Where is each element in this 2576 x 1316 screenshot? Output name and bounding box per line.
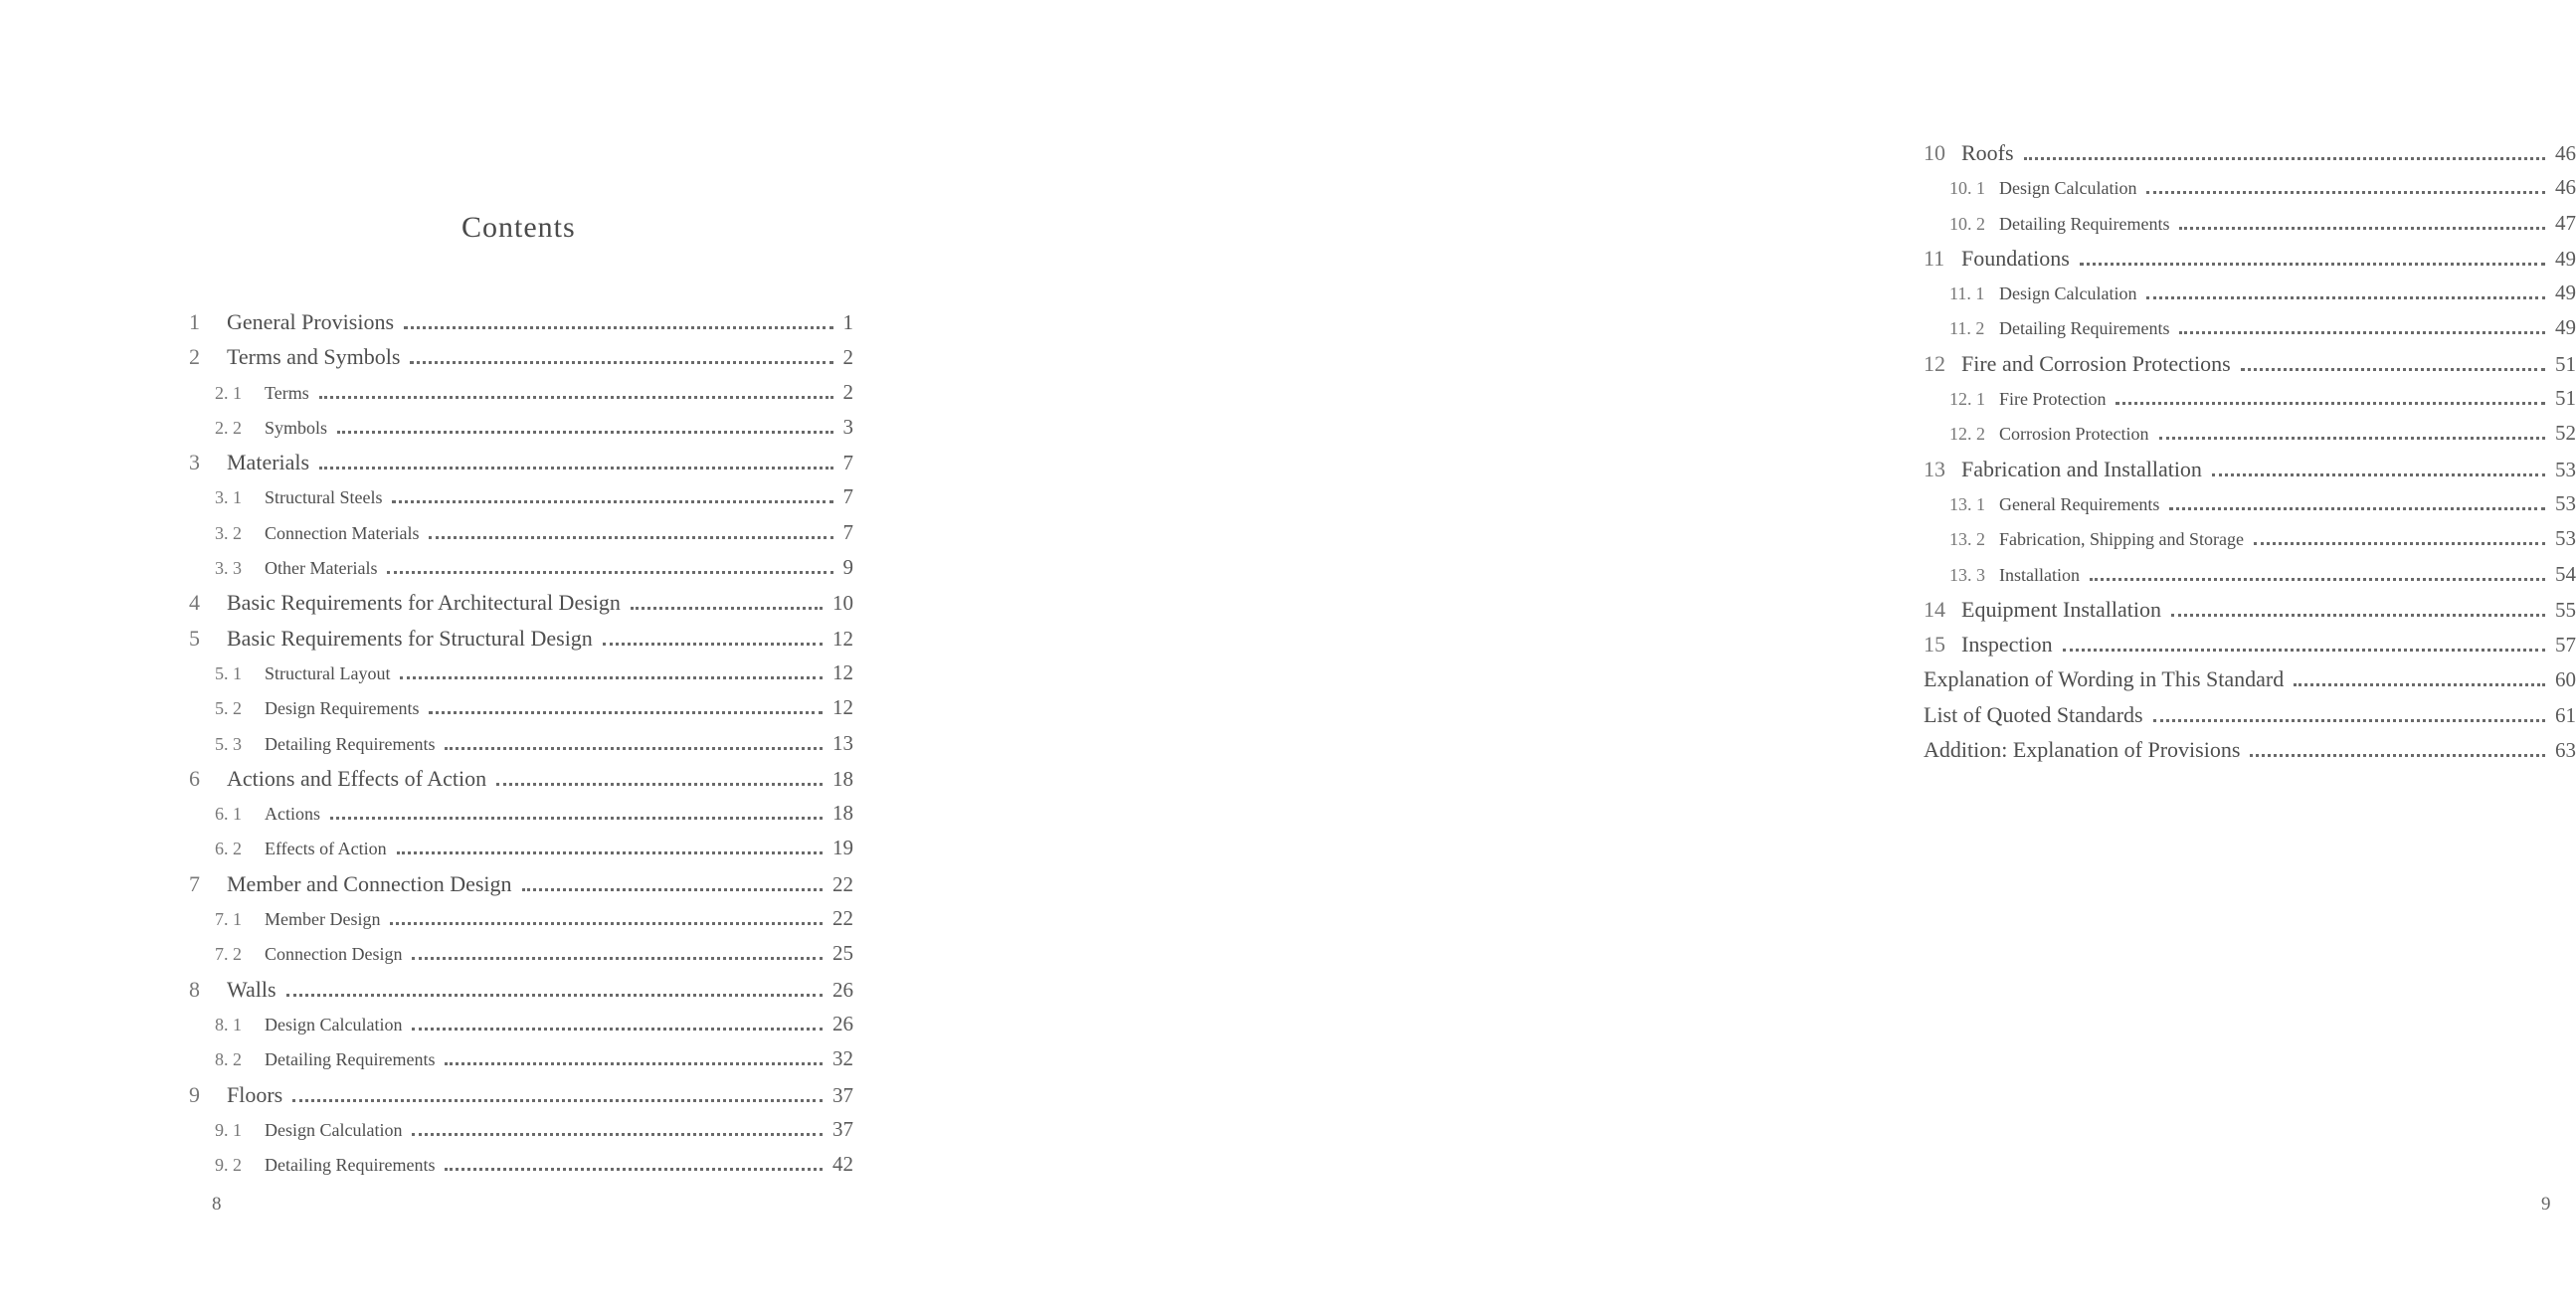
- toc-entry-chapter[interactable]: [1924, 241, 2576, 276]
- toc-entry-title: Basic Requirements for Structural Design: [227, 625, 593, 651]
- toc-entry-page: 57: [2555, 633, 2576, 658]
- toc-dot-leader: [392, 499, 832, 503]
- toc-entry-page: 42: [832, 1152, 853, 1177]
- toc-entry-section[interactable]: [189, 831, 853, 865]
- toc-entry-number: 11: [1924, 245, 1945, 271]
- toc-entry-plain[interactable]: [1924, 661, 2576, 696]
- toc-entry-page: 47: [2555, 210, 2576, 235]
- toc-entry-section[interactable]: [189, 515, 853, 550]
- toc-dot-leader: [445, 746, 823, 750]
- toc-entry-section[interactable]: [189, 690, 853, 725]
- toc-entry-number: 7. 1: [215, 909, 242, 930]
- toc-dot-leader: [2153, 718, 2545, 722]
- toc-dot-leader: [445, 1167, 823, 1171]
- toc-entry-title: Symbols: [265, 417, 328, 438]
- toc-entry-title: Equipment Installation: [1961, 596, 2162, 622]
- toc-entry-page: 55: [2555, 597, 2576, 622]
- left-page: [0, 0, 929, 1316]
- toc-entry-title: Basic Requirements for Architectural Design: [227, 590, 621, 616]
- toc-dot-leader: [2212, 472, 2545, 476]
- toc-entry-number: 8. 1: [215, 1014, 242, 1034]
- toc-dot-leader: [387, 570, 832, 574]
- toc-entry-page: 46: [2555, 175, 2576, 200]
- toc-entry-chapter[interactable]: [189, 445, 853, 479]
- toc-dot-leader: [2090, 577, 2545, 581]
- toc-entry-title: Other Materials: [265, 558, 378, 579]
- toc-entry-page: 53: [2555, 457, 2576, 481]
- toc-entry-section[interactable]: [189, 726, 853, 761]
- toc-entry-title: Corrosion Protection: [1999, 424, 2149, 445]
- toc-entry-number: 5: [189, 625, 200, 651]
- toc-dot-leader: [412, 956, 823, 960]
- toc-entry-title: Detailing Requirements: [1999, 318, 2170, 339]
- toc-entry-section[interactable]: [1924, 416, 2576, 451]
- toc-entry-page: 49: [2555, 246, 2576, 271]
- toc-entry-page: 19: [832, 836, 853, 860]
- toc-entry-section[interactable]: [189, 656, 853, 690]
- toc-entry-title: Fire Protection: [1999, 389, 2107, 410]
- toc-dot-leader: [2159, 436, 2546, 440]
- toc-entry-section[interactable]: [1924, 310, 2576, 345]
- toc-entry-section[interactable]: [1924, 521, 2576, 556]
- toc-dot-leader: [2116, 401, 2545, 405]
- toc-entry-section[interactable]: [1924, 206, 2576, 241]
- toc-entry-title: Actions and Effects of Action: [227, 765, 487, 791]
- toc-entry-number: 3. 2: [215, 522, 242, 543]
- toc-entry-title: Inspection: [1961, 632, 2053, 658]
- toc-entry-chapter[interactable]: [189, 972, 853, 1007]
- toc-entry-title: Fabrication and Installation: [1961, 456, 2202, 481]
- toc-entry-page: 13: [832, 730, 853, 755]
- toc-entry-page: 53: [2555, 490, 2576, 515]
- toc-entry-title: Terms and Symbols: [227, 344, 401, 370]
- toc-entry-number: 1: [189, 309, 200, 334]
- toc-entry-number: 5. 3: [215, 733, 242, 754]
- toc-entry-page: 49: [2555, 281, 2576, 305]
- toc-entry-page: 12: [832, 626, 853, 651]
- right-page: [929, 0, 2576, 1316]
- toc-entry-number: 10. 2: [1949, 213, 1985, 234]
- toc-entry-title: Member Design: [265, 909, 381, 930]
- toc-entry-number: 11. 1: [1949, 283, 1985, 304]
- toc-entry-number: 6: [189, 765, 200, 791]
- toc-entry-number: 7. 2: [215, 944, 242, 965]
- toc-entry-number: 5. 1: [215, 662, 242, 683]
- toc-entry-number: 6. 1: [215, 804, 242, 825]
- toc-entry-title: Member and Connection Design: [227, 870, 512, 896]
- toc-dot-leader: [522, 887, 823, 891]
- toc-entry-page: 2: [842, 379, 853, 404]
- toc-entry-number: 4: [189, 590, 200, 616]
- toc-entry-title: Detailing Requirements: [1999, 213, 2170, 234]
- toc-entry-number: 2. 2: [215, 417, 242, 438]
- toc-dot-leader: [2063, 648, 2545, 652]
- toc-entry-number: 15: [1924, 632, 1945, 658]
- toc-entry-title: Installation: [1999, 564, 2080, 585]
- toc-entry-title: Connection Design: [265, 944, 403, 965]
- toc-entry-number: 5. 2: [215, 698, 242, 719]
- toc-dot-leader: [2254, 541, 2545, 545]
- toc-entry-page: 22: [832, 871, 853, 896]
- toc-entry-chapter[interactable]: [189, 621, 853, 656]
- toc-dot-leader: [631, 606, 823, 610]
- toc-entry-page: 7: [842, 519, 853, 544]
- toc-dot-leader: [337, 430, 832, 434]
- toc-entry-number: 14: [1924, 596, 1945, 622]
- toc-entry-title: Addition: Explanation of Provisions: [1924, 737, 2241, 763]
- toc-entry-page: 7: [842, 451, 853, 475]
- toc-dot-leader: [496, 782, 823, 786]
- toc-entry-page: 18: [832, 801, 853, 826]
- toc-entry-number: 3. 1: [215, 487, 242, 508]
- toc-dot-leader: [2250, 753, 2545, 757]
- toc-entry-plain[interactable]: [1924, 697, 2576, 732]
- toc-entry-title: Foundations: [1961, 245, 2070, 271]
- toc-dot-leader: [319, 395, 833, 399]
- toc-entry-section[interactable]: [189, 796, 853, 831]
- toc-dot-leader: [429, 710, 823, 714]
- toc-dot-leader: [2241, 367, 2545, 371]
- toc-entry-page: 32: [832, 1046, 853, 1071]
- toc-entry-number: 13. 1: [1949, 493, 1985, 514]
- toc-entry-number: 10: [1924, 140, 1945, 165]
- toc-entry-number: 12. 1: [1949, 389, 1985, 410]
- toc-entry-page: 7: [842, 484, 853, 509]
- toc-entry-number: 2. 1: [215, 382, 242, 403]
- toc-entry-page: 12: [832, 695, 853, 720]
- toc-entry-chapter[interactable]: [189, 1077, 853, 1112]
- toc-entry-title: Design Calculation: [1999, 283, 2137, 304]
- toc-entry-page: 37: [832, 1082, 853, 1107]
- toc-entry-title: Fabrication, Shipping and Storage: [1999, 529, 2244, 550]
- toc-entry-title: Effects of Action: [265, 839, 387, 859]
- toc-entry-number: 12: [1924, 350, 1945, 376]
- toc-entry-page: 53: [2555, 526, 2576, 551]
- toc-entry-number: 13: [1924, 456, 1945, 481]
- toc-entry-section[interactable]: [189, 479, 853, 514]
- toc-entry-chapter[interactable]: [1924, 452, 2576, 486]
- toc-dot-leader: [286, 993, 823, 997]
- toc-entry-page: 46: [2555, 141, 2576, 165]
- toc-dot-leader: [2024, 156, 2545, 160]
- toc-entry-number: 9. 1: [215, 1119, 242, 1140]
- toc-entry-number: 3. 3: [215, 558, 242, 579]
- toc-entry-section[interactable]: [189, 901, 853, 936]
- toc-entry-chapter[interactable]: [1924, 346, 2576, 381]
- toc-left: [189, 304, 853, 1182]
- toc-entry-section[interactable]: [189, 410, 853, 445]
- toc-dot-leader: [400, 675, 823, 679]
- toc-entry-page: 22: [832, 906, 853, 931]
- toc-entry-title: Design Calculation: [1999, 178, 2137, 199]
- toc-entry-chapter[interactable]: [1924, 135, 2576, 170]
- page-number-right: 9: [2541, 1194, 2551, 1215]
- toc-dot-leader: [292, 1098, 823, 1102]
- toc-entry-page: 51: [2555, 351, 2576, 376]
- toc-entry-number: 8. 2: [215, 1049, 242, 1070]
- toc-entry-number: 9: [189, 1081, 200, 1107]
- toc-entry-page: 25: [832, 941, 853, 966]
- toc-entry-page: 10: [832, 591, 853, 616]
- toc-dot-leader: [412, 1027, 823, 1031]
- toc-dot-leader: [2146, 190, 2545, 194]
- toc-entry-page: 18: [832, 766, 853, 791]
- toc-entry-page: 12: [832, 659, 853, 684]
- toc-entry-title: Materials: [227, 450, 310, 475]
- toc-entry-chapter[interactable]: [189, 761, 853, 796]
- toc-dot-leader: [330, 816, 823, 820]
- toc-entry-page: 52: [2555, 421, 2576, 446]
- toc-entry-page: 26: [832, 977, 853, 1002]
- toc-entry-page: 26: [832, 1011, 853, 1035]
- toc-entry-number: 2: [189, 344, 200, 370]
- toc-dot-leader: [397, 850, 823, 854]
- toc-entry-number: 9. 2: [215, 1155, 242, 1176]
- toc-entry-section[interactable]: [1924, 557, 2576, 592]
- toc-entry-number: 8: [189, 976, 200, 1002]
- toc-entry-section[interactable]: [1924, 170, 2576, 205]
- toc-dot-leader: [445, 1061, 823, 1065]
- toc-dot-leader: [2169, 506, 2545, 510]
- toc-dot-leader: [412, 1132, 823, 1136]
- toc-entry-number: 11. 2: [1949, 318, 1985, 339]
- toc-entry-title: Connection Materials: [265, 522, 420, 543]
- toc-entry-title: Design Calculation: [265, 1119, 403, 1140]
- toc-dot-leader: [390, 921, 823, 925]
- toc-entry-title: Actions: [265, 804, 320, 825]
- toc-entry-section[interactable]: [189, 1041, 853, 1076]
- toc-entry-section[interactable]: [189, 375, 853, 410]
- toc-dot-leader: [410, 360, 832, 364]
- toc-entry-title: Design Calculation: [265, 1014, 403, 1034]
- toc-dot-leader: [2294, 682, 2545, 686]
- toc-entry-title: Structural Layout: [265, 662, 391, 683]
- toc-dot-leader: [2080, 262, 2545, 266]
- toc-entry-number: 13. 2: [1949, 529, 1985, 550]
- toc-right: [1924, 135, 2576, 767]
- toc-entry-section[interactable]: [189, 1147, 853, 1182]
- toc-entry-chapter[interactable]: [189, 866, 853, 901]
- toc-entry-number: 13. 3: [1949, 564, 1985, 585]
- toc-entry-page: 61: [2555, 702, 2576, 727]
- toc-entry-page: 63: [2555, 738, 2576, 763]
- toc-entry-page: 51: [2555, 386, 2576, 411]
- toc-entry-page: 49: [2555, 315, 2576, 340]
- toc-dot-leader: [429, 535, 832, 539]
- toc-entry-page: 9: [842, 555, 853, 580]
- toc-entry-section[interactable]: [1924, 381, 2576, 416]
- toc-entry-title: Walls: [227, 976, 276, 1002]
- toc-entry-number: 12. 2: [1949, 424, 1985, 445]
- toc-entry-title: Design Requirements: [265, 698, 420, 719]
- toc-dot-leader: [2171, 613, 2545, 617]
- toc-dot-leader: [2146, 295, 2545, 299]
- toc-entry-title: General Requirements: [1999, 493, 2160, 514]
- toc-entry-section[interactable]: [189, 1007, 853, 1041]
- toc-dot-leader: [2179, 330, 2545, 334]
- toc-entry-section[interactable]: [189, 936, 853, 971]
- toc-entry-chapter[interactable]: [1924, 627, 2576, 661]
- toc-entry-title: Detailing Requirements: [265, 1049, 436, 1070]
- toc-entry-page: 54: [2555, 561, 2576, 586]
- toc-entry-page: 60: [2555, 667, 2576, 692]
- toc-entry-number: 7: [189, 870, 200, 896]
- toc-dot-leader: [319, 466, 832, 470]
- toc-entry-plain[interactable]: [1924, 732, 2576, 767]
- toc-entry-chapter[interactable]: [189, 339, 853, 374]
- toc-entry-number: 10. 1: [1949, 178, 1985, 199]
- toc-entry-title: Roofs: [1961, 140, 2014, 165]
- toc-entry-page: 2: [842, 345, 853, 370]
- contents-title: Contents: [461, 211, 576, 244]
- toc-entry-title: Floors: [227, 1081, 283, 1107]
- page-number-left: 8: [212, 1194, 222, 1215]
- toc-entry-title: Structural Steels: [265, 487, 383, 508]
- toc-entry-page: 37: [832, 1116, 853, 1141]
- toc-dot-leader: [404, 325, 832, 329]
- toc-entry-title: Fire and Corrosion Protections: [1961, 350, 2231, 376]
- toc-entry-title: General Provisions: [227, 309, 395, 334]
- toc-entry-title: Explanation of Wording in This Standard: [1924, 666, 2285, 692]
- toc-dot-leader: [603, 642, 823, 646]
- toc-entry-number: 3: [189, 450, 200, 475]
- toc-entry-title: List of Quoted Standards: [1924, 701, 2143, 727]
- toc-entry-page: 3: [842, 414, 853, 439]
- toc-entry-title: Detailing Requirements: [265, 733, 436, 754]
- toc-entry-page: 1: [842, 310, 853, 334]
- toc-entry-section[interactable]: [1924, 486, 2576, 521]
- toc-entry-section[interactable]: [189, 550, 853, 585]
- toc-entry-chapter[interactable]: [1924, 592, 2576, 627]
- toc-entry-title: Terms: [265, 382, 309, 403]
- toc-entry-number: 6. 2: [215, 839, 242, 859]
- toc-entry-title: Detailing Requirements: [265, 1155, 436, 1176]
- toc-dot-leader: [2179, 226, 2545, 230]
- toc-entry-section[interactable]: [189, 1112, 853, 1147]
- toc-entry-chapter[interactable]: [189, 304, 853, 339]
- toc-entry-chapter[interactable]: [189, 585, 853, 620]
- toc-entry-section[interactable]: [1924, 276, 2576, 310]
